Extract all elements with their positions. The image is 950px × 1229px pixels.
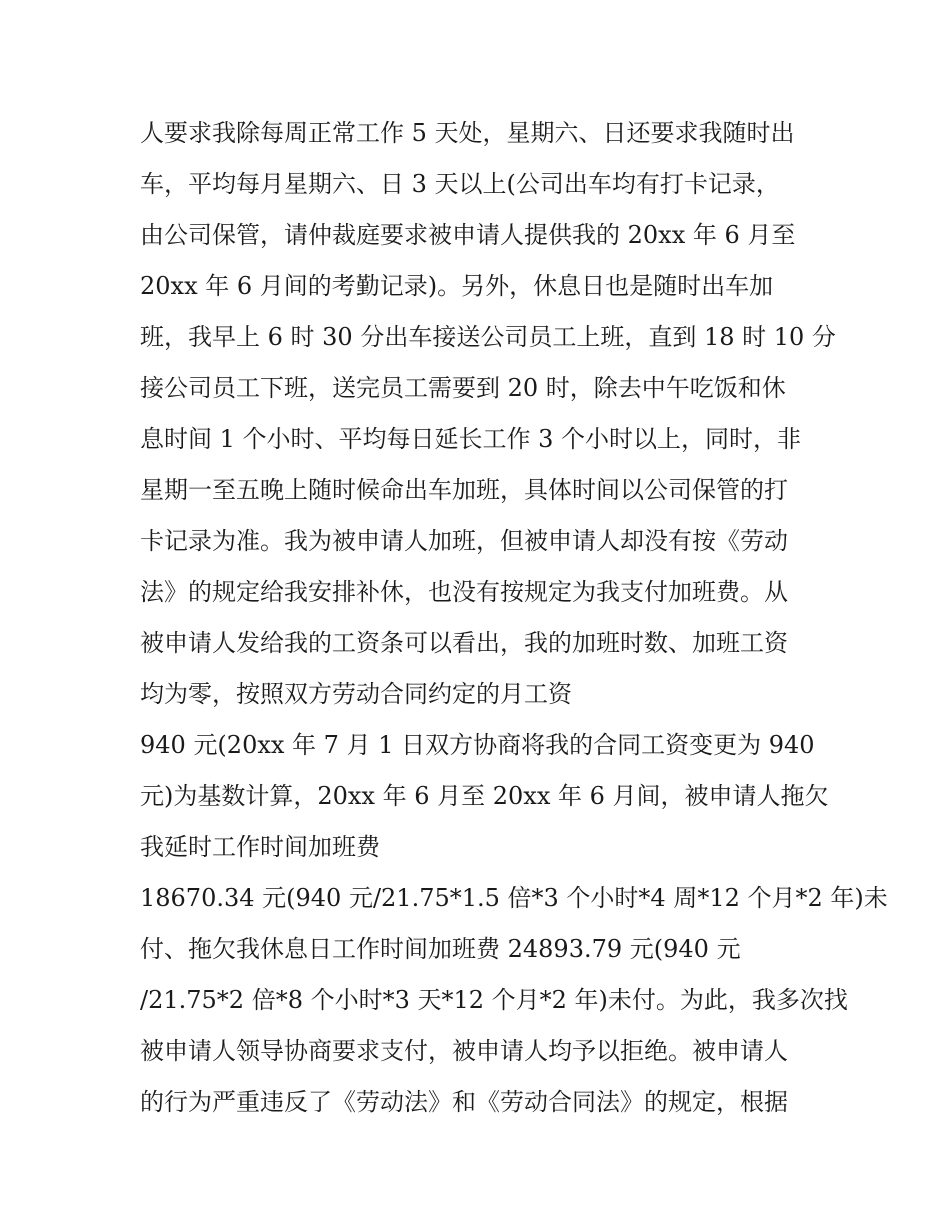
document-body [140,108,888,1128]
text-line: 被申请人领导协商要求支付，被申请人均予以拒绝。被申请人 [140,1037,788,1065]
text-line: 的行为严重违反了《劳动法》和《劳动合同法》的规定，根据 [140,1088,788,1116]
text-line: 人要求我除每周正常工作 5 天处，星期六、日还要求我随时出 [140,119,795,147]
text-line: 车，平均每月星期六、日 3 天以上(公司出车均有打卡记录， [140,170,780,198]
text-line: 接公司员工下班，送完员工需要到 20 时，除去中午吃饭和休 [140,374,786,402]
text-line: 法》的规定给我安排补休，也没有按规定为我支付加班费。从 [140,578,788,606]
text-line: 18670.34 元(940 元/21.75*1.5 倍*3 个小时*4 周*12 个月*2 年)未 [140,884,888,912]
text-line: 班，我早上 6 时 30 分出车接送公司员工上班，直到 18 时 10 分 [140,323,836,351]
text-line: 20xx 年 6 月间的考勤记录)。另外，休息日也是随时出车加 [140,272,774,300]
text-line: 由公司保管，请仲裁庭要求被申请人提供我的 20xx 年 6 月至 [140,221,796,249]
text-line: 940 元(20xx 年 7 月 1 日双方协商将我的合同工资变更为 940 [140,731,815,759]
text-line: 均为零，按照双方劳动合同约定的月工资 [140,680,572,708]
text-line: 元)为基数计算，20xx 年 6 月至 20xx 年 6 月间，被申请人拖欠 [140,782,829,810]
text-line: 息时间 1 个小时、平均每日延长工作 3 个小时以上，同时，非 [140,425,802,453]
text-line: 被申请人发给我的工资条可以看出，我的加班时数、加班工资 [140,629,788,657]
text-line: /21.75*2 倍*8 个小时*3 天*12 个月*2 年)未付。为此，我多次找 [140,986,848,1014]
text-line: 付、拖欠我休息日工作时间加班费 24893.79 元(940 元 [140,935,741,963]
text-line: 卡记录为准。我为被申请人加班，但被申请人却没有按《劳动 [140,527,788,555]
text-line: 星期一至五晚上随时候命出车加班，具体时间以公司保管的打 [140,476,788,504]
text-line: 我延时工作时间加班费 [140,833,380,861]
